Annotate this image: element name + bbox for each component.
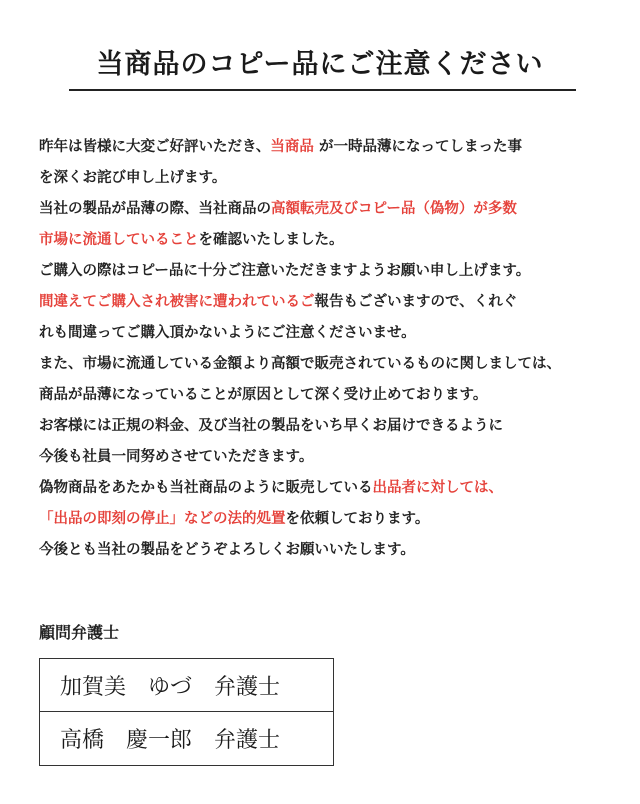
notice-text: 今後も社員一同努めさせていただきます。 (39, 449, 314, 465)
lawyer-title: 弁護士 (214, 674, 281, 700)
notice-text: を深くお詫び申し上げます。 (39, 170, 227, 186)
notice-text: れも間違ってご購入頂かないようにご注意くださいませ。 (39, 325, 416, 341)
advisors-heading: 顧問弁護士 (39, 623, 120, 642)
notice-line (39, 225, 629, 256)
lawyer-row (40, 712, 333, 765)
notice-line (39, 349, 629, 380)
lawyer-title: 弁護士 (214, 728, 281, 753)
highlighted-text: 「出品の即刻の停止」などの法的処置 (39, 511, 286, 527)
highlighted-text: 市場に流通していること (39, 232, 199, 248)
lawyer-name: 高橋 慶一郎 (60, 728, 193, 753)
notice-text: 偽物商品をあたかも当社商品のように販売している (39, 480, 373, 496)
highlighted-text: 高額転売及びコピー品（偽物）が多数 (271, 201, 517, 217)
notice-line (39, 411, 629, 442)
notice-text: 当社の製品が品薄の際、当社商品の (39, 201, 271, 217)
highlighted-text: 当商品 (270, 139, 314, 155)
notice-line (39, 318, 629, 349)
notice-line (39, 380, 629, 411)
notice-text: ご購入の際はコピー品に十分ご注意いただきますようお願い申し上げます。 (39, 263, 531, 279)
notice-line (39, 473, 629, 504)
notice-line (39, 194, 629, 225)
page-title: 当商品のコピー品にご注意ください (96, 49, 544, 80)
notice-line (39, 535, 629, 566)
lawyer-name: 加賀美 ゆづ (60, 674, 193, 700)
title-underline (69, 89, 576, 91)
lawyer-table (39, 658, 334, 766)
highlighted-text: 出品者に対しては、 (372, 480, 503, 496)
notice-line (39, 163, 629, 194)
notice-line (39, 287, 629, 318)
notice-text: が一時品薄になってしまった事 (313, 139, 522, 155)
notice-text: お客様には正規の料金、及び当社の製品をいち早くお届けできるように (39, 418, 503, 434)
notice-text: また、市場に流通している金額より高額で販売されているものに関しましては、 (39, 356, 561, 372)
notice-text: 今後とも当社の製品をどうぞよろしくお願いいたします。 (39, 542, 415, 558)
highlighted-text: 間違えてご購入され被害に遭われているご (39, 294, 315, 310)
notice-line (39, 442, 629, 473)
notice-text: を確認いたしました。 (198, 232, 344, 248)
notice-line (39, 504, 629, 535)
notice-line (39, 256, 629, 287)
notice-text: 商品が品薄になっていることが原因として深く受け止めております。 (39, 387, 488, 403)
lawyer-row (40, 659, 333, 712)
notice-line (39, 132, 629, 163)
notice-text: 昨年は皆様に大変ご好評いただき、 (39, 139, 271, 155)
notice-text: を依頼しております。 (285, 511, 430, 527)
notice-text: 報告もございますので、くれぐ (314, 294, 518, 310)
notice-body (39, 132, 629, 566)
